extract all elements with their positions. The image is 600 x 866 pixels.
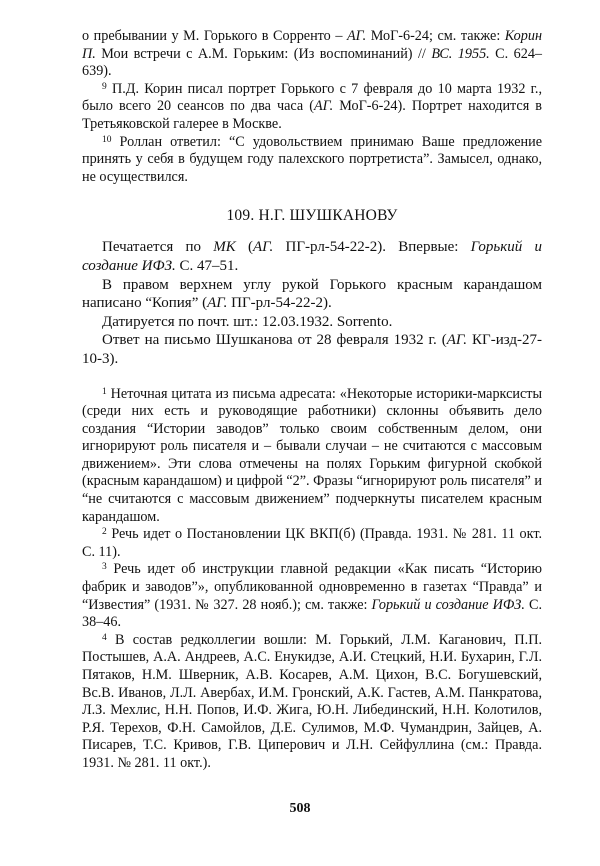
italic-ref: Горький и создание ИФЗ. (82, 239, 542, 274)
continued-note-text: о пребывании у М. Горького в Сорренто – АГ. МоГ-6-24; см. также: Корин П. Мои встречи с А.М. Горьким: (Из воспоминаний) // ВС. 1955. С. 624–639). (82, 28, 543, 80)
italic-ref: АГ. (346, 28, 367, 44)
footnote-2 (82, 526, 542, 561)
italic-ref: АГ. (252, 239, 274, 256)
footnote-4-text: В состав редколлегии вошли: М. Горький, Л.М. Каганович, П.П. Постышев, А.А. Андреев, А.С. Енукидзе, А.И. Стецкий, Н.И. Бухарин, Г.Л. Пятаков, Н.М. Шверник, А.В. Косарев, А.М. Цихон, В.С. Богушевский, Вс.В. Иванов, Л.Л. Авербах, И.М. Гронский, А.К. Гастев, А.М. Панкратова, Л.З. Мехлис, Н.Н. Попов, И.Ф. Жига, Ю.Н. Либединский, Н.Н. Колотилов, Р.Я. Терехов, Ф.Н. Самойлов, Д.Е. Сулимов, М.Ф. Чумандрин, Зайцев, А. Писарев, Т.С. Кривов, Г.В. Циперович и Л.Н. Сейфуллина (см.: Правда. 1931. № 281. 11 окт.). (82, 631, 543, 771)
continued-note-block (82, 28, 542, 186)
page-number: 508 (289, 801, 311, 816)
footnote-2-text: Речь идет о Постановлении ЦК ВКП(б) (Правда. 1931. № 281. 11 окт. С. 11). (82, 526, 542, 560)
footnote-9-text: П.Д. Корин писал портрет Горького с 7 февраля до 10 марта 1932 г., было всего 20 сеансов по два часа (АГ. МоГ-6-24). Портрет находится в Третьяковской галерее в Москве. (82, 80, 542, 132)
italic-ref: Корин П. (82, 28, 542, 62)
commentary-dating: Датируется по почт. шт.: 12.03.1932. Sorrento. (102, 313, 393, 330)
footnote-10-number: 10 (102, 134, 112, 145)
italic-ref: МК (213, 239, 236, 256)
letter-heading: 109. Н.Г. ШУШКАНОВУ (226, 207, 398, 225)
commentary-reply: Ответ на письмо Шушканова от 28 февраля 1932 г. (АГ. КГ-изд-27-10-3). (82, 332, 542, 367)
footnote-3 (82, 561, 542, 631)
footnote-10-text: Роллан ответил: “С удовольствием принимаю Ваше предложение принять у себя в будущем году палехского портретиста”. Замысел, однако, не осуществился. (82, 133, 542, 185)
italic-ref: Горький и создание ИФЗ. (371, 596, 525, 613)
italic-ref: АГ. (446, 332, 468, 349)
footnote-4-number: 4 (102, 632, 107, 643)
footnote-10 (82, 134, 542, 187)
footnote-1-number: 1 (102, 386, 107, 397)
italic-ref: АГ. (207, 295, 228, 312)
commentary-block (82, 238, 542, 368)
spacer (82, 369, 542, 386)
footnote-4 (82, 632, 542, 773)
footnote-1-text: Неточная цитата из письма адресата: «Некоторые историки-марксисты (среди них есть и руководящие работники) склонны объявить дело создания “Истории заводов” только своим собственным делом, они игнорируют роль писателя и – бывали случаи – не считаются с массовым движением». Эти слова отмечены на полях Горьким фигурной скобкой (красным карандашом) и цифрой “2”. Фразы “игнорируют роль писателя” и “не считаются с массовым движением” подчеркнуты писателем красным карандашом. (82, 385, 542, 525)
footnote-1 (82, 386, 542, 527)
footnote-2-number: 2 (102, 527, 107, 538)
footnote-9-number: 9 (102, 81, 107, 92)
italic-ref: АГ. (313, 98, 334, 115)
commentary-source: Печатается по МК (АГ. ПГ-рл-54-22-2). Впервые: Горький и создание ИФЗ. С. 47–51. (82, 239, 542, 274)
footnote-9 (82, 81, 542, 134)
footnotes-block (82, 386, 542, 773)
italic-ref: ВС. 1955. (431, 45, 490, 62)
commentary-copy-note: В правом верхнем углу рукой Горького красным карандашом написано “Копия” (АГ. ПГ-рл-54-22-2). (82, 276, 542, 312)
footnote-3-number: 3 (102, 562, 107, 573)
footnote-3-text: Речь идет об инструкции главной редакции «Как писать “Историю фабрик и заводов”», опубликованной одновременно в газетах “Правда” и “Известия” (1931. № 327. 28 нояб.); см. также: Горький и создание ИФЗ. С. 38–46. (82, 561, 543, 631)
